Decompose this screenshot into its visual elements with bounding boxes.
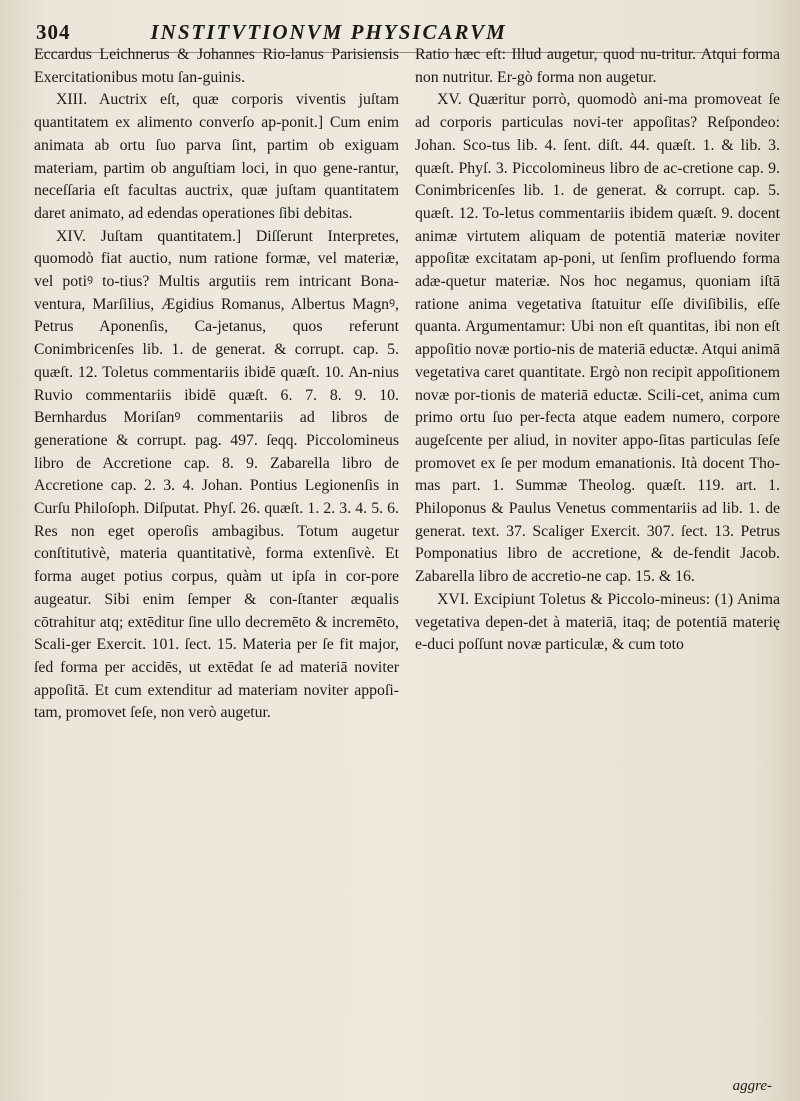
- paragraph: XIV. Juſtam quantitatem.] Diſſerunt Interpretes, quomodò fiat auctio, num ratione formæ, vel materiæ, vel potiꝰ to-tius? Multis argutiis rem intricant Bona-ventura, Marſilius, Ægidius Romanus, Albertus Magnꝰ, Petrus Aponenſis, Ca-jetanus, quos referunt Conimbricenſes lib. 1. de generat. & corrupt. cap. 5. quæſt. 12. Toletus commentariis ibidē quæſt. 10. An-nius Ruvio commentariis ibidē quæſt. 6. 7. 8. 9. 10. Bernhardus Moriſanꝰ commentariis ad libros de generatione & corrupt. pag. 497. ſeqq. Piccolomineus libro de Accretione cap. 8. 9. Zabarella libro de Accretione cap. 2. 3. 4. Johan. Pontius Legionenſis in Curſu Philoſoph. Diſputat. Phyſ. 26. quæſt. 1. 2. 3. 4. 5. 6. Res non eget operoſis ambagibus. Totum augetur conſtitutivè, materia quantitativè, forma extenſivè. Et forma auget potius corpus, quàm ut ipſa in cor-pore augeatur. Sibi enim ſemper & con-ſtanter æqualis cōtrahitur atq; extēditur ſine ullo decremēto & incremēto, Scali-ger Exercit. 101. ſect. 15. Materia per ſe fit major, ſed forma per accidēs, ut extēdat ſe ad materiā noviter appoſitā. Et cum extenditur ad materiam noviter appoſi-tam, promovet ſeſe, non verò augetur.: [34, 227, 399, 722]
- left-column: [34, 44, 399, 1095]
- paragraph: XVI. Excipiunt Toletus & Piccolo-mineus: (1) Anima vegetativa depen-det à materiā, itaq; de potentiā materię e-duci poſſunt novæ particulæ, & cum toto: [415, 590, 780, 654]
- paragraph: Eccardus Leichnerus & Johannes Rio-lanus Parisiensis Exercitationibus motu ſan-guinis.: [34, 46, 399, 86]
- page-number: 304: [36, 20, 71, 44]
- paragraph: Ratio hæc eſt: Illud augetur, quod nu-tritur. Atqui forma non nutritur. Er-gò forma non augetur.: [415, 46, 780, 86]
- right-column: [415, 44, 780, 1095]
- paragraph: XIII. Auctrix eſt, quæ corporis viventis juſtam quantitatem ex alimento converſo ap-ponit.] Cum enim animata ab ortu ſuo parva ſint, partim ob exiguam materiam, partim ob anguſtiam loci, in quo gene-rantur, neceſſaria eſt facultas auctrix, quæ juſtam quantitatem daret animato, ad edendas operationes ſibi debitas.: [34, 91, 399, 222]
- text-columns: [34, 44, 780, 1095]
- running-title: INSTITVTIONVM PHYSICARVM: [150, 20, 507, 44]
- paragraph: XV. Quæritur porrò, quomodò ani-ma promoveat ſe ad corporis particulas novi-ter appoſitas? Reſpondeo: Johan. Sco-tus lib. 4. ſent. diſt. 44. quæſt. 1. & lib. 3. quæſt. Phyſ. 3. Piccolomineus libro de ac-cretione cap. 9. Conimbricenſes lib. 1. de generat. & corrupt. cap. 5. quæſt. 12. To-letus commentariis ibidem quæſt. 9. docent animæ virtutem aliquam de potentiā materiæ noviter appoſitæ excitatam ap-poni, ut ſenſim profluendo forma adæ-quetur materiæ. Nos hoc negamus, quoniam iſtā ratione anima vegetativa ſtatuitur eſſe diviſibilis, eſſe quanta. Argumentamur: Ubi non eſt quantitas, ibi non eſt appoſitio novæ portio-nis de materiā eductæ. Atqui animā vegetativa caret quantitate. Ergò non recipit appoſitionem novæ por-tionis de materiā eductæ. Scili-cet, anima cum primo ortu ſuo per-fecta atque eadem numero, corpore augeſcente per aliud, in noviter appo-ſitas particulas ſeſe promovet ex ſe per modum emanationis. Ità docent Tho-mas part. 1. Summæ Theolog. quæſt. 119. art. 1. Philoponus & Paulus Venetus commentariis ad lib. 1. de generat. text. 37. Scaliger Exercit. 307. ſect. 13. Petrus Pomponatius libro de accretione, & de-fendit Jacob. Zabarella libro de accretio-ne cap. 15. & 16.: [415, 91, 780, 586]
- catchword: aggre-: [732, 1078, 772, 1094]
